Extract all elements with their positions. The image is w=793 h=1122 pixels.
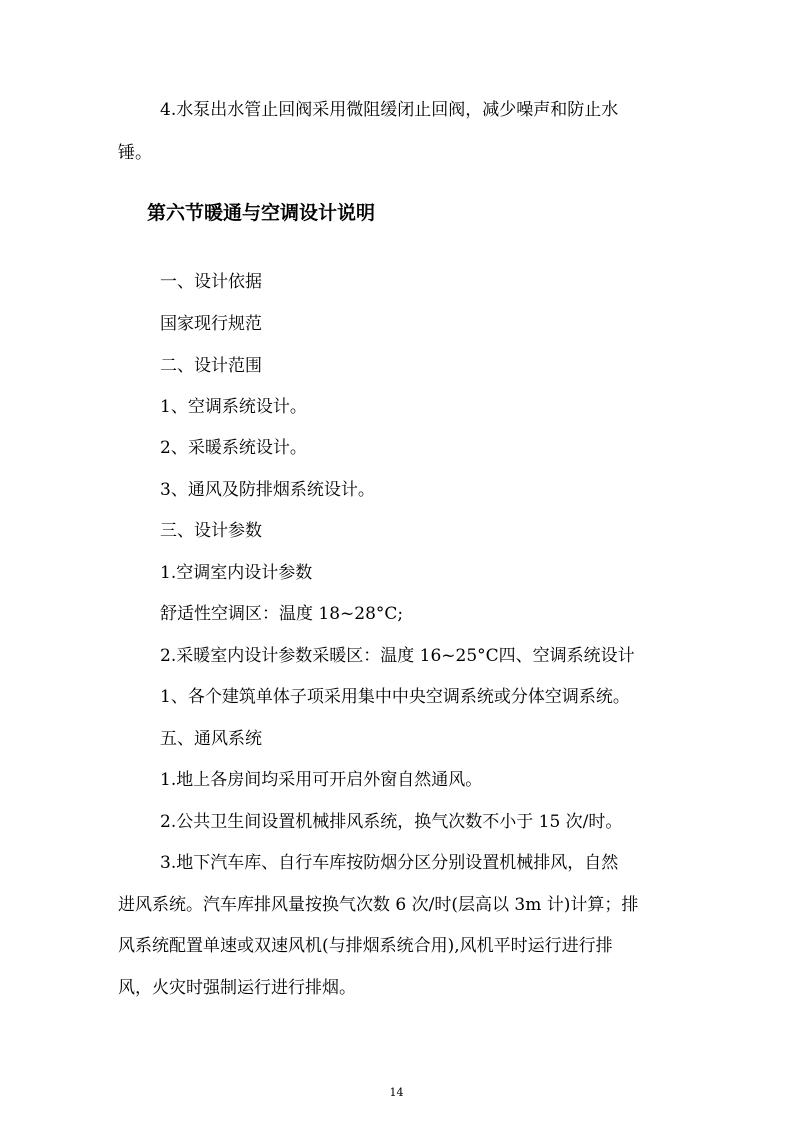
- pump-paragraph-line-1: 4.水泵出水管止回阀采用微阻缓闭止回阀，减少噪声和防止水: [160, 100, 619, 120]
- item-national-codes: 国家现行规范: [160, 314, 262, 334]
- item-heating-params: 2.采暖室内设计参数采暖区：温度 16~25°C四、空调系统设计: [160, 646, 635, 666]
- item-design-basis: 一、设计依据: [160, 272, 262, 292]
- item-ventilation-design: 3、通风及防排烟系统设计。: [160, 480, 375, 500]
- item-toilet-exhaust: 2.公共卫生间设置机械排风系统，换气次数不小于 15 次/时。: [160, 812, 623, 832]
- section-heading: 第六节暖通与空调设计说明: [147, 202, 376, 224]
- item-design-scope: 二、设计范围: [160, 356, 262, 376]
- item-central-ac: 1、各个建筑单体子项采用集中中央空调系统或分体空调系统。: [160, 687, 630, 707]
- pump-paragraph-line-2: 锤。: [118, 143, 152, 163]
- garage-paragraph-line-4: 风，火灾时强制运行进行排烟。: [118, 978, 356, 998]
- item-natural-ventilation: 1.地上各房间均采用可开启外窗自然通风。: [160, 770, 483, 790]
- item-heating-design: 2、采暖系统设计。: [160, 438, 307, 458]
- page-number: 14: [389, 1086, 404, 1099]
- item-ac-indoor-params: 1.空调室内设计参数: [160, 563, 313, 583]
- item-ventilation-system: 五、通风系统: [160, 729, 262, 749]
- garage-paragraph-line-3: 风系统配置单速或双速风机(与排烟系统合用),风机平时运行进行排: [118, 936, 613, 956]
- item-ac-design: 1、空调系统设计。: [160, 397, 307, 417]
- garage-paragraph-line-1: 3.地下汽车库、自行车库按防烟分区分别设置机械排风，自然: [160, 853, 619, 873]
- item-design-parameters: 三、设计参数: [160, 521, 262, 541]
- garage-paragraph-line-2: 进风系统。汽车库排风量按换气次数 6 次/时(层高以 3m 计)计算；排: [118, 895, 639, 915]
- item-comfort-temp: 舒适性空调区：温度 18~28°C;: [160, 604, 404, 624]
